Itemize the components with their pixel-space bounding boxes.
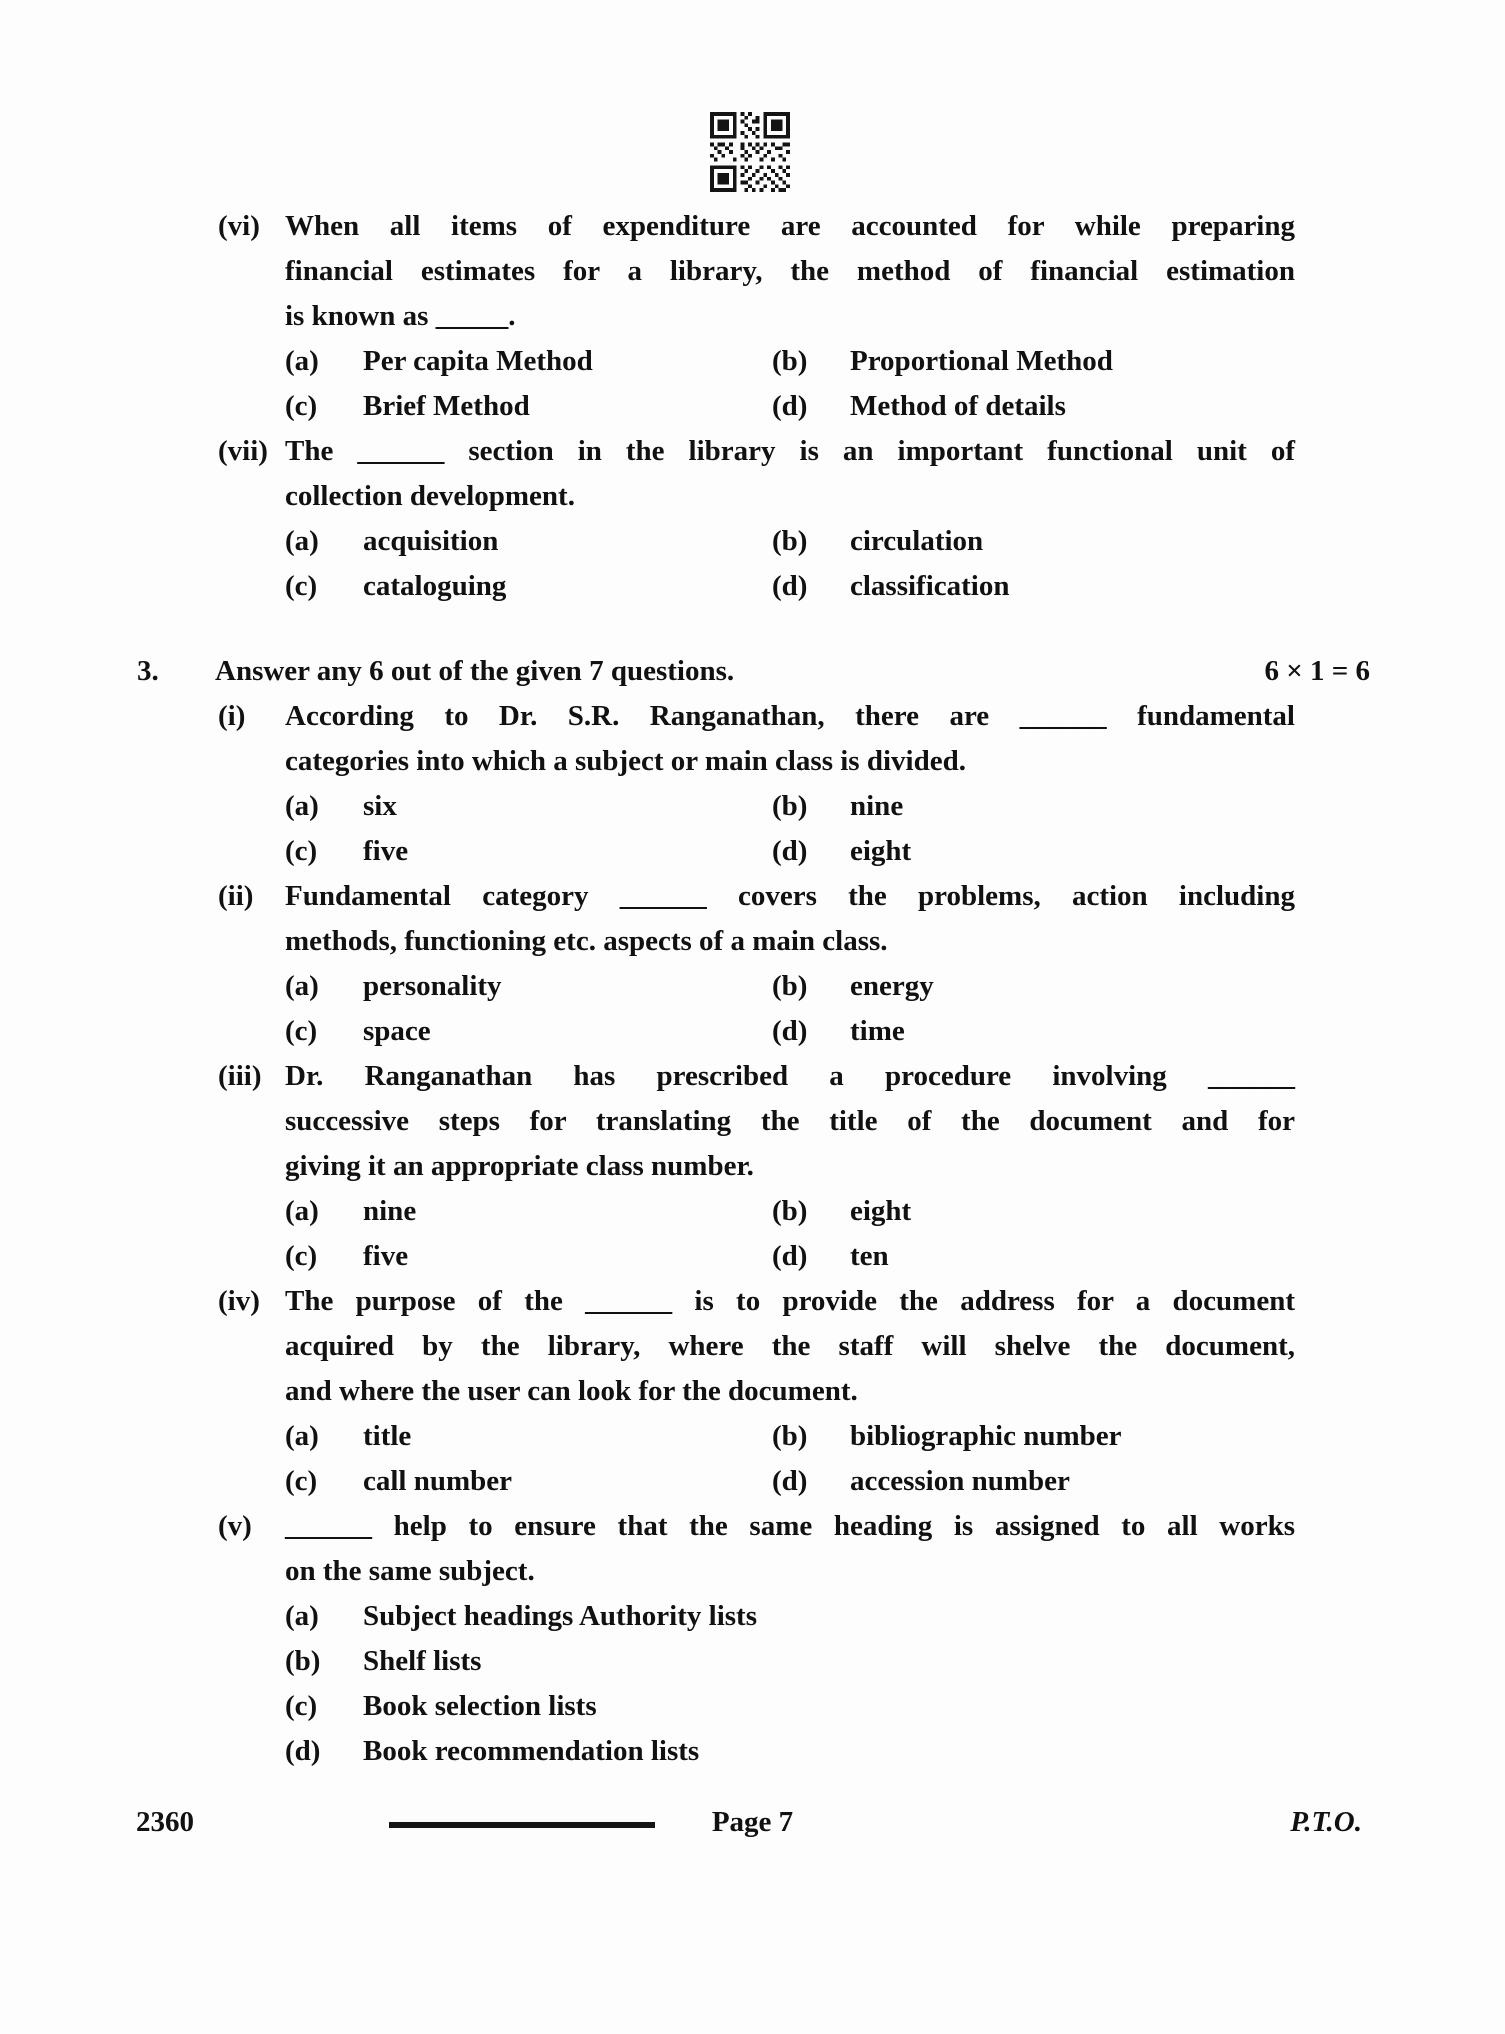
- option-text: space: [363, 1015, 431, 1047]
- option-label: (c): [285, 570, 318, 602]
- option-label: (b): [772, 525, 808, 557]
- question-number: (v): [218, 1510, 252, 1542]
- option-text: Per capita Method: [363, 345, 593, 377]
- question-item-i: [218, 694, 1370, 874]
- option-text: personality: [363, 970, 502, 1002]
- question-body: [285, 1279, 1295, 1504]
- option-text: ten: [850, 1240, 889, 1272]
- pto-label: P.T.O.: [1290, 1806, 1362, 1838]
- questions-area: [137, 204, 1370, 1774]
- question-text-line: categories into which a subject or main class is divided.: [285, 745, 966, 777]
- option-label: (d): [772, 1465, 808, 1497]
- options-grid: [285, 784, 1295, 874]
- page-number: Page 7: [711, 1806, 794, 1838]
- option-label: (a): [285, 525, 319, 557]
- option-label: (d): [772, 390, 808, 422]
- option-label: (d): [772, 570, 808, 602]
- question-text-line: acquired by the library, where the staff will shelve the document,: [285, 1330, 1295, 1362]
- question-number: (vi): [218, 210, 260, 242]
- option-label: (a): [285, 790, 319, 822]
- option-label: (d): [772, 835, 808, 867]
- option-text: Book recommendation lists: [363, 1735, 700, 1767]
- option-text: cataloguing: [363, 570, 507, 602]
- option-label: (c): [285, 1240, 318, 1272]
- options-grid: [285, 964, 1295, 1054]
- option-label: (a): [285, 970, 319, 1002]
- option-text: eight: [850, 1195, 912, 1227]
- question-item-vi: [218, 204, 1370, 429]
- option-text: Method of details: [850, 390, 1066, 422]
- question-body: [285, 694, 1295, 874]
- option-text: Proportional Method: [850, 345, 1113, 377]
- question-text-line: on the same subject.: [285, 1555, 535, 1587]
- instruction-text: Answer any: [215, 655, 370, 687]
- question-body: [285, 204, 1295, 429]
- question-text-line: According to Dr. S.R. Ranganathan, there are ______ fundamental: [285, 700, 1295, 732]
- option-label: (a): [285, 1600, 319, 1632]
- question-item-ii: [218, 874, 1370, 1054]
- options-grid: [285, 339, 1295, 429]
- question-item-vii: [218, 429, 1370, 609]
- question-text-line: financial estimates for a library, the method of financial estimation: [285, 255, 1295, 287]
- option-label: (c): [285, 1690, 318, 1722]
- option-label: (b): [772, 970, 808, 1002]
- question-text-line: When all items of expenditure are accounted for while preparing: [285, 210, 1295, 242]
- option-label: (d): [772, 1015, 808, 1047]
- option-label: (c): [285, 835, 318, 867]
- option-text: time: [850, 1015, 905, 1047]
- question-number: (iii): [218, 1060, 262, 1092]
- question-item-iii: [218, 1054, 1370, 1279]
- page-footer: [0, 1800, 1505, 1845]
- option-text: nine: [363, 1195, 417, 1227]
- paper-code: 2360: [136, 1806, 194, 1838]
- question-item-iv: [218, 1279, 1370, 1504]
- question-number: (vii): [218, 435, 268, 467]
- question-text-line: is known as _____.: [285, 300, 516, 332]
- option-label: (b): [772, 790, 808, 822]
- option-text: six: [363, 790, 397, 822]
- question-3-instruction: [215, 649, 1264, 694]
- question-text-line: The purpose of the ______ is to provide the address for a document: [285, 1285, 1295, 1317]
- option-text: eight: [850, 835, 912, 867]
- question-number: (iv): [218, 1285, 260, 1317]
- option-text: five: [363, 1240, 409, 1272]
- question-body: [285, 429, 1295, 609]
- option-text: call number: [363, 1465, 513, 1497]
- option-label: (a): [285, 1195, 319, 1227]
- marks-value: 6 × 1 = 6: [1264, 655, 1370, 687]
- question-number: (i): [218, 700, 246, 732]
- question-text-line: ______ help to ensure that the same heading is assigned to all works: [285, 1510, 1295, 1542]
- question-text-line: methods, functioning etc. aspects of a main class.: [285, 925, 888, 957]
- option-label: (b): [285, 1645, 321, 1677]
- option-label: (b): [772, 345, 808, 377]
- option-text: circulation: [850, 525, 984, 557]
- option-text: Shelf lists: [363, 1645, 482, 1677]
- options-grid: [285, 1189, 1295, 1279]
- option-text: Brief Method: [363, 390, 530, 422]
- question-text-line: giving it an appropriate class number.: [285, 1150, 754, 1182]
- option-text: Book selection lists: [363, 1690, 597, 1722]
- question-3-header: [137, 649, 1370, 694]
- question-body: [285, 1504, 1295, 1774]
- option-label: (c): [285, 1465, 318, 1497]
- instruction-text: out of the given: [383, 655, 590, 687]
- option-label: (c): [285, 390, 318, 422]
- option-label: (d): [285, 1735, 321, 1767]
- qr-code-icon: [710, 112, 790, 192]
- option-label: (d): [772, 1240, 808, 1272]
- option-text: Subject headings Authority lists: [363, 1600, 757, 1632]
- question-3-number: 3.: [137, 655, 159, 687]
- question-number: (ii): [218, 880, 254, 912]
- option-text: nine: [850, 790, 904, 822]
- question-text-line: collection development.: [285, 480, 575, 512]
- option-label: (b): [772, 1420, 808, 1452]
- question-text-line: successive steps for translating the title of the document and for: [285, 1105, 1295, 1137]
- option-text: bibliographic number: [850, 1420, 1122, 1452]
- question-text-line: The ______ section in the library is an important functional unit of: [285, 435, 1295, 467]
- question-text-line: Dr. Ranganathan has prescribed a procedure involving ______: [285, 1060, 1295, 1092]
- option-text: energy: [850, 970, 934, 1002]
- instruction-text: questions.: [603, 655, 735, 687]
- question-text-line: and where the user can look for the document.: [285, 1375, 858, 1407]
- options-grid: [285, 1414, 1295, 1504]
- option-text: acquisition: [363, 525, 499, 557]
- question-text-line: Fundamental category ______ covers the problems, action including: [285, 880, 1295, 912]
- instruction-count: 6: [369, 655, 384, 687]
- footer-divider-line: [389, 1822, 655, 1828]
- question-body: [285, 1054, 1295, 1279]
- option-label: (b): [772, 1195, 808, 1227]
- option-label: (c): [285, 1015, 318, 1047]
- question-body: [285, 874, 1295, 1054]
- options-list: [285, 1594, 1295, 1774]
- option-text: accession number: [850, 1465, 1070, 1497]
- question-item-v: [218, 1504, 1370, 1774]
- option-text: title: [363, 1420, 412, 1452]
- options-grid: [285, 519, 1295, 609]
- option-text: classification: [850, 570, 1010, 602]
- instruction-count: 7: [589, 655, 604, 687]
- option-label: (a): [285, 345, 319, 377]
- option-label: (a): [285, 1420, 319, 1452]
- option-text: five: [363, 835, 409, 867]
